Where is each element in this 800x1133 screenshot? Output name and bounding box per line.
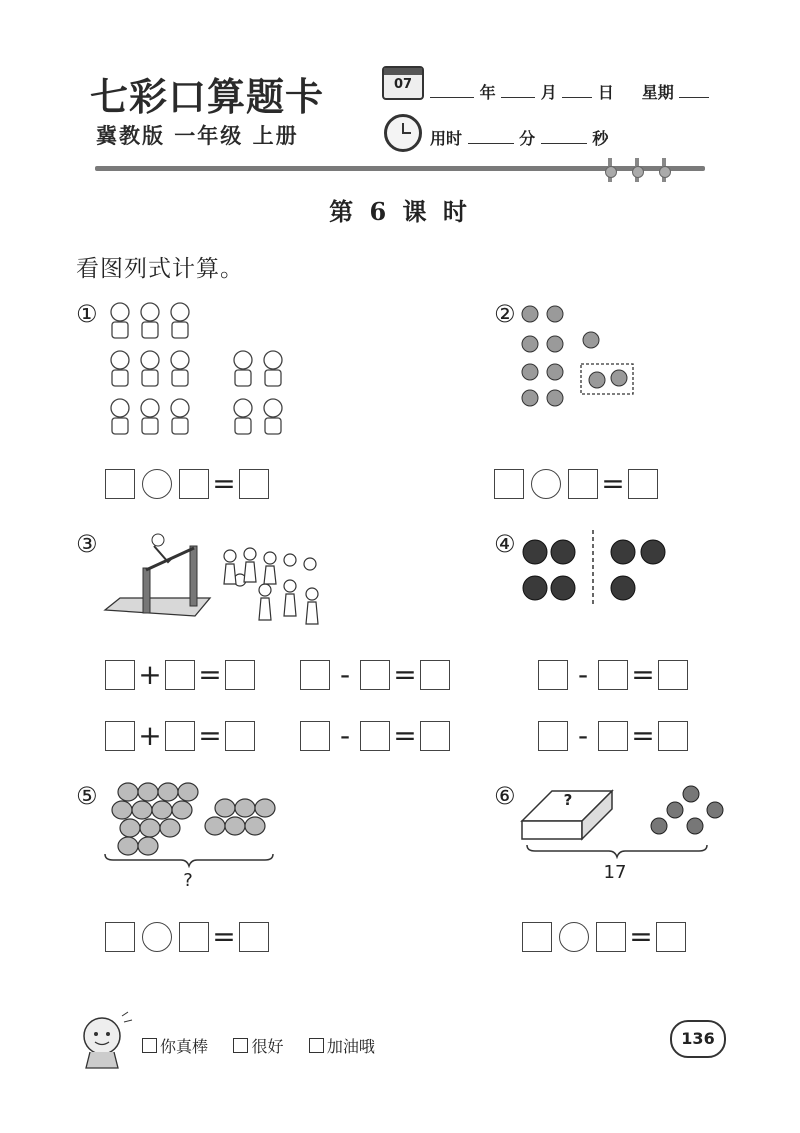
apple-icon	[523, 540, 547, 564]
seconds-blank[interactable]	[541, 129, 587, 144]
equals-sign: =	[629, 920, 653, 953]
equation-row	[105, 660, 255, 692]
equals-sign: =	[631, 719, 655, 752]
cabbage-icon	[160, 819, 180, 837]
answer-box[interactable]	[239, 469, 269, 499]
operator-circle[interactable]	[142, 469, 172, 499]
brace-label: 17	[603, 862, 627, 883]
pin-icon	[661, 158, 667, 182]
flower-icon	[522, 306, 538, 322]
answer-box[interactable]	[656, 922, 686, 952]
flower-icon	[522, 390, 538, 406]
answer-box[interactable]	[105, 922, 135, 952]
answer-box[interactable]	[658, 721, 688, 751]
answer-box[interactable]	[522, 922, 552, 952]
apples-illustration	[515, 528, 675, 610]
clock-icon	[384, 114, 422, 152]
minus-sign: -	[577, 719, 589, 752]
operator-circle[interactable]	[142, 922, 172, 952]
rating-checkbox[interactable]	[309, 1038, 324, 1053]
brace-icon	[103, 852, 275, 868]
answer-box[interactable]	[225, 721, 255, 751]
doll-icon	[264, 399, 282, 434]
dolls-illustration	[100, 300, 300, 445]
edition-label: 冀教版 一年级 上册	[96, 124, 299, 148]
lesson-title: 第 6 课 时	[329, 197, 471, 226]
rating-checkbox[interactable]	[142, 1038, 157, 1053]
apple-icon	[611, 540, 635, 564]
answer-box[interactable]	[360, 721, 390, 751]
equation-row	[105, 922, 269, 954]
plus-sign: +	[138, 719, 162, 752]
answer-box[interactable]	[598, 721, 628, 751]
problem-number: ⑤	[76, 782, 98, 810]
doll-icon	[141, 303, 159, 338]
doll-icon	[111, 399, 129, 434]
problem-number: ①	[76, 300, 98, 328]
ball-icon	[651, 818, 667, 834]
cabbage-icon	[112, 801, 132, 819]
equation-row	[300, 660, 450, 692]
answer-box[interactable]	[165, 721, 195, 751]
cabbage-icon	[118, 783, 138, 801]
apple-icon	[611, 576, 635, 600]
cabbage-icon	[172, 801, 192, 819]
box-label: ?	[563, 791, 573, 809]
ball-icon	[667, 802, 683, 818]
minutes-label: 分	[519, 129, 536, 148]
pin-icon	[607, 158, 613, 182]
apple-icon	[523, 576, 547, 600]
flowers-illustration	[515, 300, 645, 412]
cabbage-icon	[120, 819, 140, 837]
flower-icon	[547, 306, 563, 322]
equation-row	[300, 721, 450, 753]
rating-label: 加油哦	[326, 1037, 375, 1056]
instruction-text: 看图列式计算。	[76, 256, 244, 282]
balls-illustration	[645, 782, 730, 840]
cabbage-icon	[235, 799, 255, 817]
cabbage-icon	[225, 817, 245, 835]
rating-checkbox[interactable]	[233, 1038, 248, 1053]
answer-box[interactable]	[105, 469, 135, 499]
doll-icon	[234, 351, 252, 386]
problem-number: ⑥	[494, 782, 516, 810]
balance-beam-illustration	[100, 528, 330, 633]
answer-box[interactable]	[179, 469, 209, 499]
flower-icon	[611, 370, 627, 386]
date-fill-row	[430, 80, 709, 103]
minus-sign: -	[339, 719, 351, 752]
weekday-blank[interactable]	[679, 83, 709, 98]
year-label: 年	[479, 83, 496, 102]
plus-sign: +	[138, 658, 162, 691]
equals-sign: =	[393, 658, 417, 691]
flower-icon	[522, 364, 538, 380]
answer-box[interactable]	[165, 660, 195, 690]
cabbage-icon	[138, 783, 158, 801]
rating-options	[142, 1034, 375, 1057]
calendar-icon	[382, 66, 424, 100]
cabbage-icon	[158, 783, 178, 801]
flower-icon	[547, 336, 563, 352]
calendar-day: 07	[393, 77, 413, 92]
time-used-label: 用时	[430, 129, 463, 148]
month-label: 月	[540, 83, 557, 102]
answer-box[interactable]	[538, 660, 568, 690]
day-blank[interactable]	[562, 83, 592, 98]
minutes-blank[interactable]	[468, 129, 514, 144]
time-fill-row	[430, 126, 608, 149]
minus-sign: -	[577, 658, 589, 691]
flower-icon	[547, 390, 563, 406]
doll-icon	[264, 351, 282, 386]
operator-circle[interactable]	[559, 922, 589, 952]
flower-icon	[583, 332, 599, 348]
answer-box[interactable]	[494, 469, 524, 499]
answer-box[interactable]	[300, 660, 330, 690]
ball-icon	[687, 818, 703, 834]
flower-icon	[547, 364, 563, 380]
weekday-label: 星期	[641, 83, 674, 102]
equation-row	[538, 721, 688, 753]
cabbage-icon	[205, 817, 225, 835]
equals-sign: =	[212, 920, 236, 953]
day-label: 日	[597, 83, 614, 102]
answer-box[interactable]	[360, 660, 390, 690]
rating-label: 很好	[251, 1037, 284, 1056]
answer-box[interactable]	[225, 660, 255, 690]
month-blank[interactable]	[501, 83, 535, 98]
cabbage-icon	[245, 817, 265, 835]
rating-label: 你真棒	[160, 1037, 209, 1056]
operator-circle[interactable]	[531, 469, 561, 499]
flower-icon	[522, 336, 538, 352]
flower-icon	[589, 372, 605, 388]
answer-box[interactable]	[105, 721, 135, 751]
equation-row	[522, 922, 686, 954]
cabbage-icon	[255, 799, 275, 817]
cabbage-icon	[140, 819, 160, 837]
answer-box[interactable]	[596, 922, 626, 952]
doll-icon	[111, 351, 129, 386]
seconds-label: 秒	[592, 129, 609, 148]
doll-icon	[141, 351, 159, 386]
answer-box[interactable]	[658, 660, 688, 690]
doll-icon	[141, 399, 159, 434]
ball-icon	[707, 802, 723, 818]
equation-row	[494, 469, 658, 501]
cabbage-icon	[215, 799, 235, 817]
pin-icon	[634, 158, 640, 182]
answer-box[interactable]	[105, 660, 135, 690]
equation-row	[538, 660, 688, 692]
cabbage-icon	[178, 783, 198, 801]
equals-sign: =	[198, 658, 222, 691]
equation-row	[105, 469, 269, 501]
mascot-icon	[72, 1008, 136, 1070]
page-number: 136	[670, 1020, 726, 1058]
apple-icon	[641, 540, 665, 564]
brace-label: ?	[183, 870, 193, 891]
answer-box[interactable]	[420, 721, 450, 751]
doll-icon	[171, 303, 189, 338]
brace-icon	[525, 843, 709, 859]
equals-sign: =	[393, 719, 417, 752]
cabbage-icon	[132, 801, 152, 819]
doll-icon	[171, 351, 189, 386]
answer-box[interactable]	[300, 721, 330, 751]
problem-number: ③	[76, 530, 98, 558]
year-blank[interactable]	[430, 83, 474, 98]
answer-box[interactable]	[598, 660, 628, 690]
ball-icon	[683, 786, 699, 802]
answer-box[interactable]	[538, 721, 568, 751]
doll-icon	[234, 399, 252, 434]
equals-sign: =	[212, 467, 236, 500]
equation-row	[105, 721, 255, 753]
doll-icon	[171, 399, 189, 434]
apple-icon	[551, 576, 575, 600]
equals-sign: =	[198, 719, 222, 752]
answer-box[interactable]	[628, 469, 658, 499]
minus-sign: -	[339, 658, 351, 691]
brand-title: 七彩口算题卡	[90, 74, 325, 119]
problem-number: ②	[494, 300, 516, 328]
answer-box[interactable]	[239, 922, 269, 952]
equals-sign: =	[601, 467, 625, 500]
answer-box[interactable]	[179, 922, 209, 952]
apple-icon	[551, 540, 575, 564]
doll-icon	[111, 303, 129, 338]
answer-box[interactable]	[420, 660, 450, 690]
problem-number: ④	[494, 530, 516, 558]
answer-box[interactable]	[568, 469, 598, 499]
cabbage-icon	[152, 801, 172, 819]
equals-sign: =	[631, 658, 655, 691]
